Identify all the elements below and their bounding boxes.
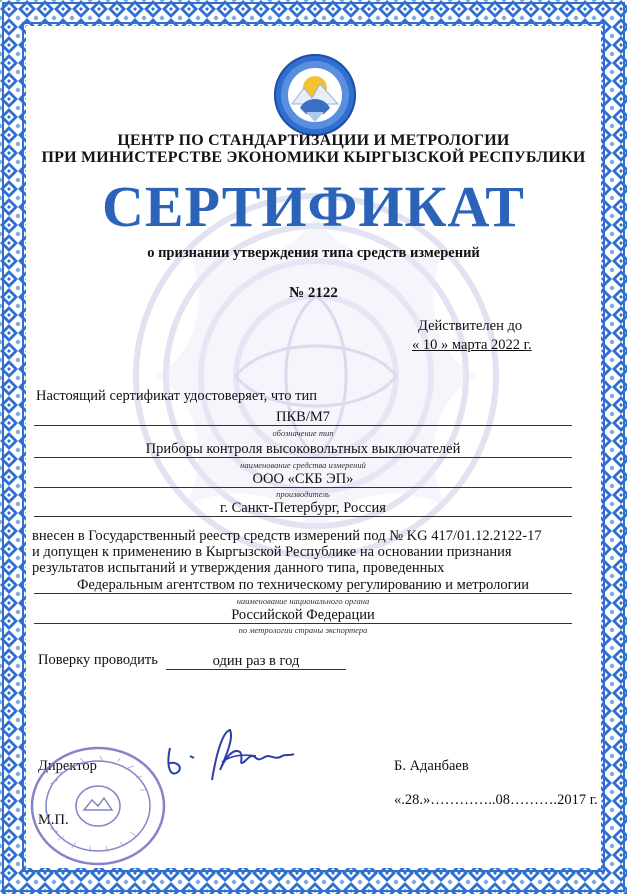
signature-date: «.28.»…………..08……….2017 г. <box>394 792 598 808</box>
certificate-title: СЕРТИФИКАТ <box>102 174 525 239</box>
certificate-subtitle: о признании утверждения типа средств измерений <box>147 245 480 261</box>
director-name: Б. Аданбаев <box>394 758 469 774</box>
director-signature-icon <box>160 726 300 786</box>
registry-line-3: результатов испытаний и утверждения данного типа, проведенных <box>32 560 445 576</box>
instrument-name-caption: наименование средства измерений <box>240 460 366 470</box>
type-caption: обозначение тип <box>272 428 334 438</box>
official-seal-stamp-icon <box>28 744 168 868</box>
organization-line-1: ЦЕНТР ПО СТАНДАРТИЗАЦИИ И МЕТРОЛОГИИ <box>117 132 510 149</box>
manufacturer-caption: производитель <box>276 489 330 499</box>
type-field: ПКВ/М7 <box>34 408 572 426</box>
organization-line-2: ПРИ МИНИСТЕРСТВЕ ЭКОНОМИКИ КЫРГЫЗСКОЙ РЕСПУБЛИКИ <box>41 149 586 166</box>
agency-caption: наименование национального органа <box>236 596 370 606</box>
city-field: г. Санкт-Петербург, Россия <box>34 499 572 517</box>
kyrgyz-state-emblem-icon <box>272 52 358 138</box>
certificate-number: № 2122 <box>289 285 338 301</box>
instrument-name-field: Приборы контроля высоковольтных выключателей <box>34 440 572 458</box>
manufacturer-field: ООО «СКБ ЭП» <box>34 470 572 488</box>
valid-until-label: Действителен до <box>418 318 523 334</box>
certificate-body <box>26 26 601 868</box>
director-label: Директор <box>38 758 97 774</box>
verification-label: Поверку проводить <box>38 652 158 668</box>
valid-until-date-text: « 10 » марта 2022 г. <box>412 337 532 353</box>
seal-label: М.П. <box>38 812 69 828</box>
country-caption: по метрологии страны экспортера <box>238 625 368 635</box>
registry-line-1: внесен в Государственный реестр средств измерений под № KG 417/01.12.2122-17 <box>32 528 542 544</box>
agency-field: Федеральным агентством по техническому регулированию и метрологии <box>34 576 572 594</box>
intro-text: Настоящий сертификат удостоверяет, что тип <box>36 388 318 404</box>
country-field: Российской Федерации <box>34 606 572 624</box>
verification-interval-field: один раз в год <box>166 652 346 670</box>
valid-until-date <box>412 337 532 354</box>
registry-line-2: и допущен к применению в Кыргызской Республике на основании признания <box>32 544 512 560</box>
